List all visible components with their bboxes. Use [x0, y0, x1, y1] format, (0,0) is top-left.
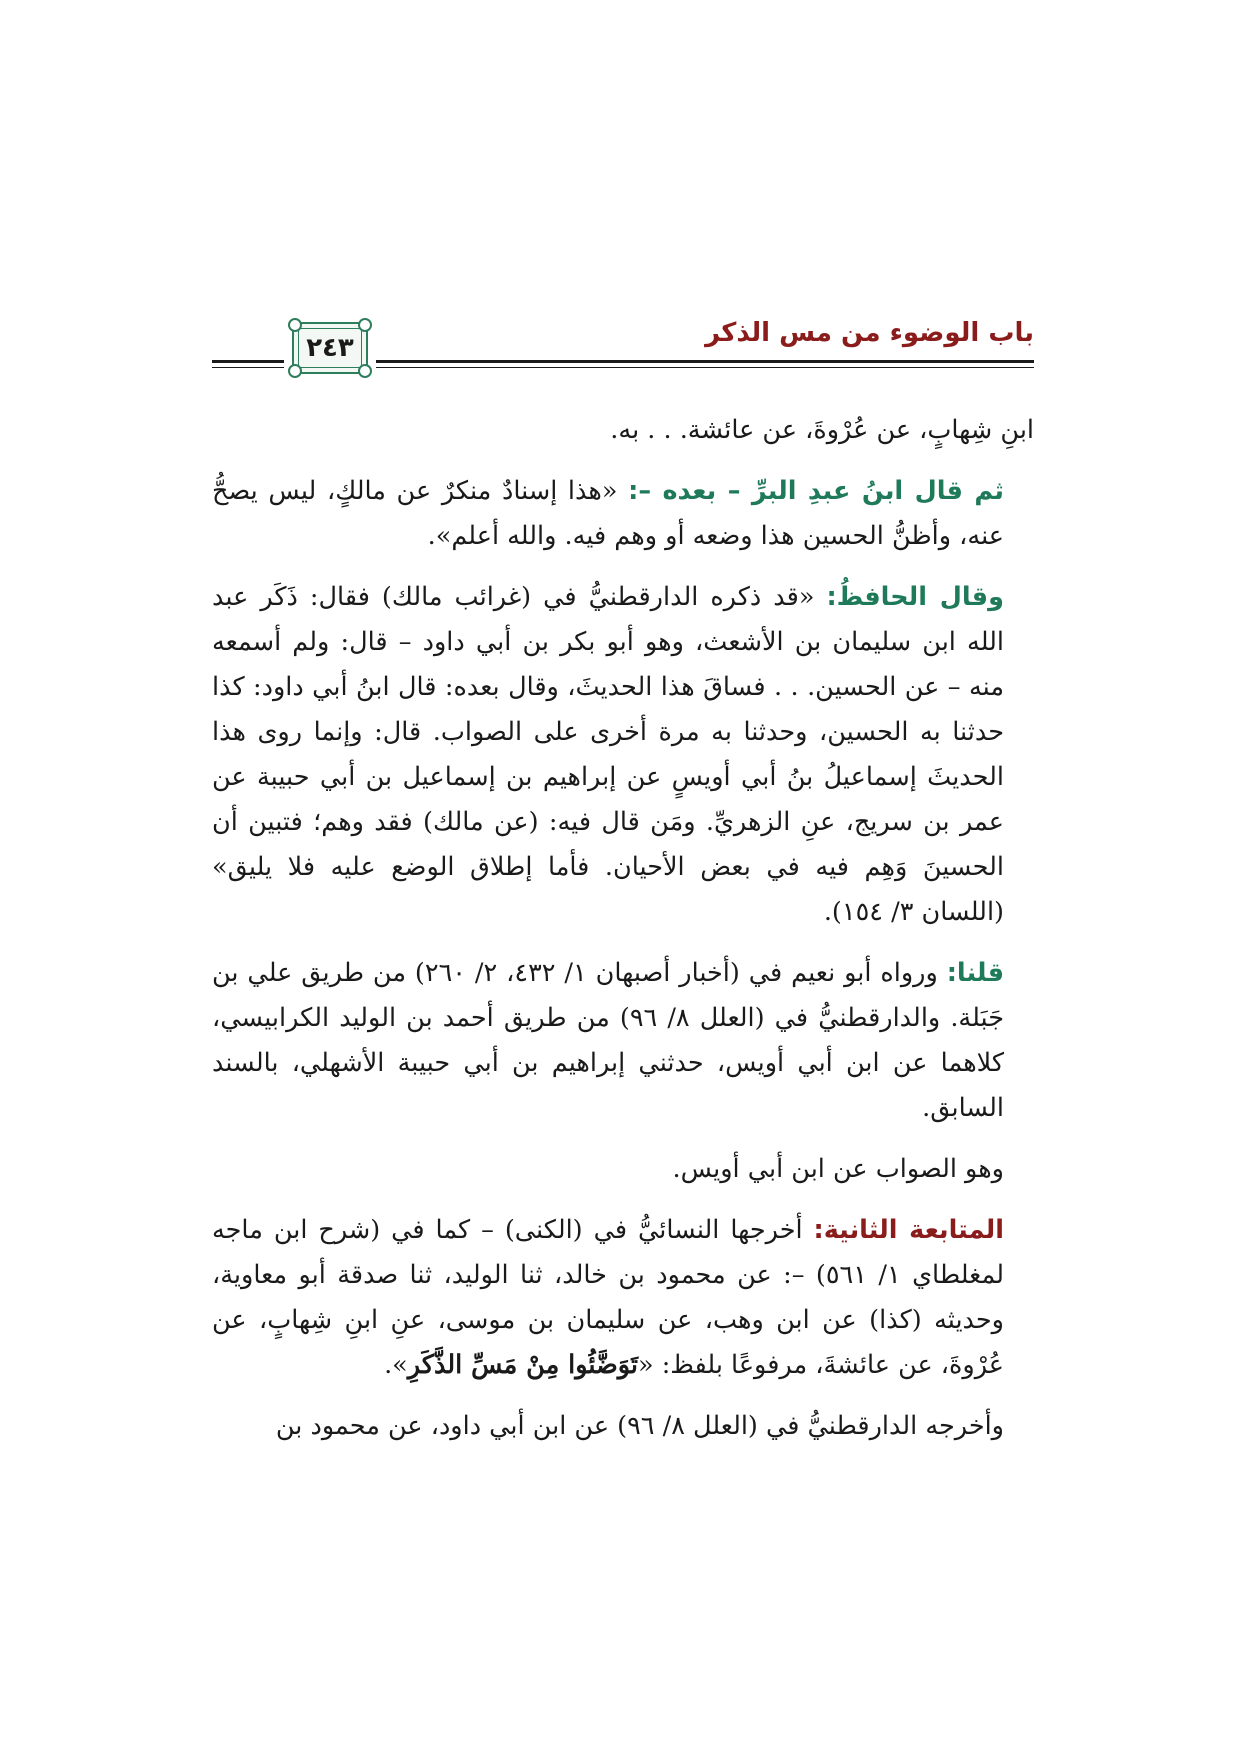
paragraph-6 — [212, 1208, 1034, 1388]
badge-ornament — [288, 318, 302, 332]
paragraph-text: وأخرجه الدارقطنيُّ في (العلل ٨/ ٩٦) عن ابن أبي داود، عن محمود بن — [275, 1411, 1004, 1441]
paragraph-text: أخرجها النسائيُّ في (الكنى) – كما في (شرح ابن ماجه لمغلطاي ١/ ٥٦١) –: عن محمود بن خالد، ثنا الوليد، ثنا صدقة أبو معاوية، وحديثه (كذا) عن ابن وهب، عن سليمان بن موسى، عنِ ابنِ شِهابٍ، عن عُرْوةَ، عن عائشةَ، مرفوعًا بلفظ: « — [212, 1215, 1004, 1380]
page-header — [212, 312, 1034, 392]
page-number-badge — [292, 322, 368, 374]
page-number: ٢٤٣ — [306, 333, 354, 363]
speaker-label: ثم قال ابنُ عبدِ البرِّ – بعده –: — [628, 476, 1004, 506]
header-rule-thin-left — [212, 367, 284, 368]
header-rule-thick-left — [212, 360, 284, 363]
paragraph-text: «هذا إسنادٌ منكرٌ عن مالكٍ، ليس يصحُّ عنه، وأظنُّ الحسين هذا وضعه أو وهم فيه. والله أعلم». — [212, 476, 1004, 551]
paragraph-text: ابنِ شِهابٍ، عن عُرْوةَ، عن عائشة. . . به. — [610, 415, 1034, 445]
paragraph-text: «قد ذكره الدارقطنيُّ في (غرائب مالك) فقال: ذَكَر عبد الله ابن سليمان بن الأشعث، وهو أبو بكر بن أبي داود – قال: ولم أسمعه منه – عن الحسين. . . فساقَ هذا الحديثَ، وقال بعده: قال ابنُ أبي داود: كذا حدثنا به الحسين، وحدثنا به مرة أخرى على الصواب. قال: وإنما روى هذا الحديثَ إسماعيلُ بنُ أبي أويسٍ عن إبراهيم بن إسماعيل بن أبي حبيبة عن عمر بن سريج، عنِ الزهريِّ. ومَن قال فيه: (عن مالك) فقد وهم؛ فتبين أن الحسينَ وَهِم فيه في بعض الأحيان. فأما إطلاق الوضع عليه فلا يليق» (اللسان ٣/ ١٥٤). — [212, 582, 1004, 927]
header-rule-thin-right — [376, 367, 1034, 368]
paragraph-7 — [212, 1404, 1034, 1449]
paragraph-text-end: ». — [384, 1350, 408, 1380]
paragraph-text: وهو الصواب عن ابن أبي أويس. — [672, 1154, 1004, 1184]
page-body — [212, 408, 1034, 1465]
section-label: المتابعة الثانية: — [813, 1215, 1004, 1245]
speaker-label: قلنا: — [946, 958, 1005, 988]
speaker-label: وقال الحافظُ: — [826, 582, 1004, 612]
paragraph-1 — [212, 408, 1034, 453]
paragraph-2 — [212, 469, 1034, 559]
paragraph-text: ورواه أبو نعيم في (أخبار أصبهان ١/ ٤٣٢، ٢/ ٢٦٠) من طريق علي بن جَبَلة. والدارقطنيُّ في (العلل ٨/ ٩٦) من طريق أحمد بن الوليد الكرابيسي، كلاهما عن ابن أبي أويس، حدثني إبراهيم بن أبي حبيبة الأشهلي، بالسند السابق. — [212, 958, 1005, 1123]
header-rule-thick-right — [376, 360, 1034, 363]
chapter-title: باب الوضوء من مس الذكر — [705, 318, 1034, 348]
hadith-quote: تَوَضَّئُوا مِنْ مَسِّ الذَّكَرِ — [407, 1350, 638, 1380]
paragraph-3 — [212, 575, 1034, 935]
paragraph-5 — [212, 1147, 1034, 1192]
badge-ornament — [358, 318, 372, 332]
badge-ornament — [358, 364, 372, 378]
badge-ornament — [288, 364, 302, 378]
paragraph-4 — [212, 951, 1034, 1131]
